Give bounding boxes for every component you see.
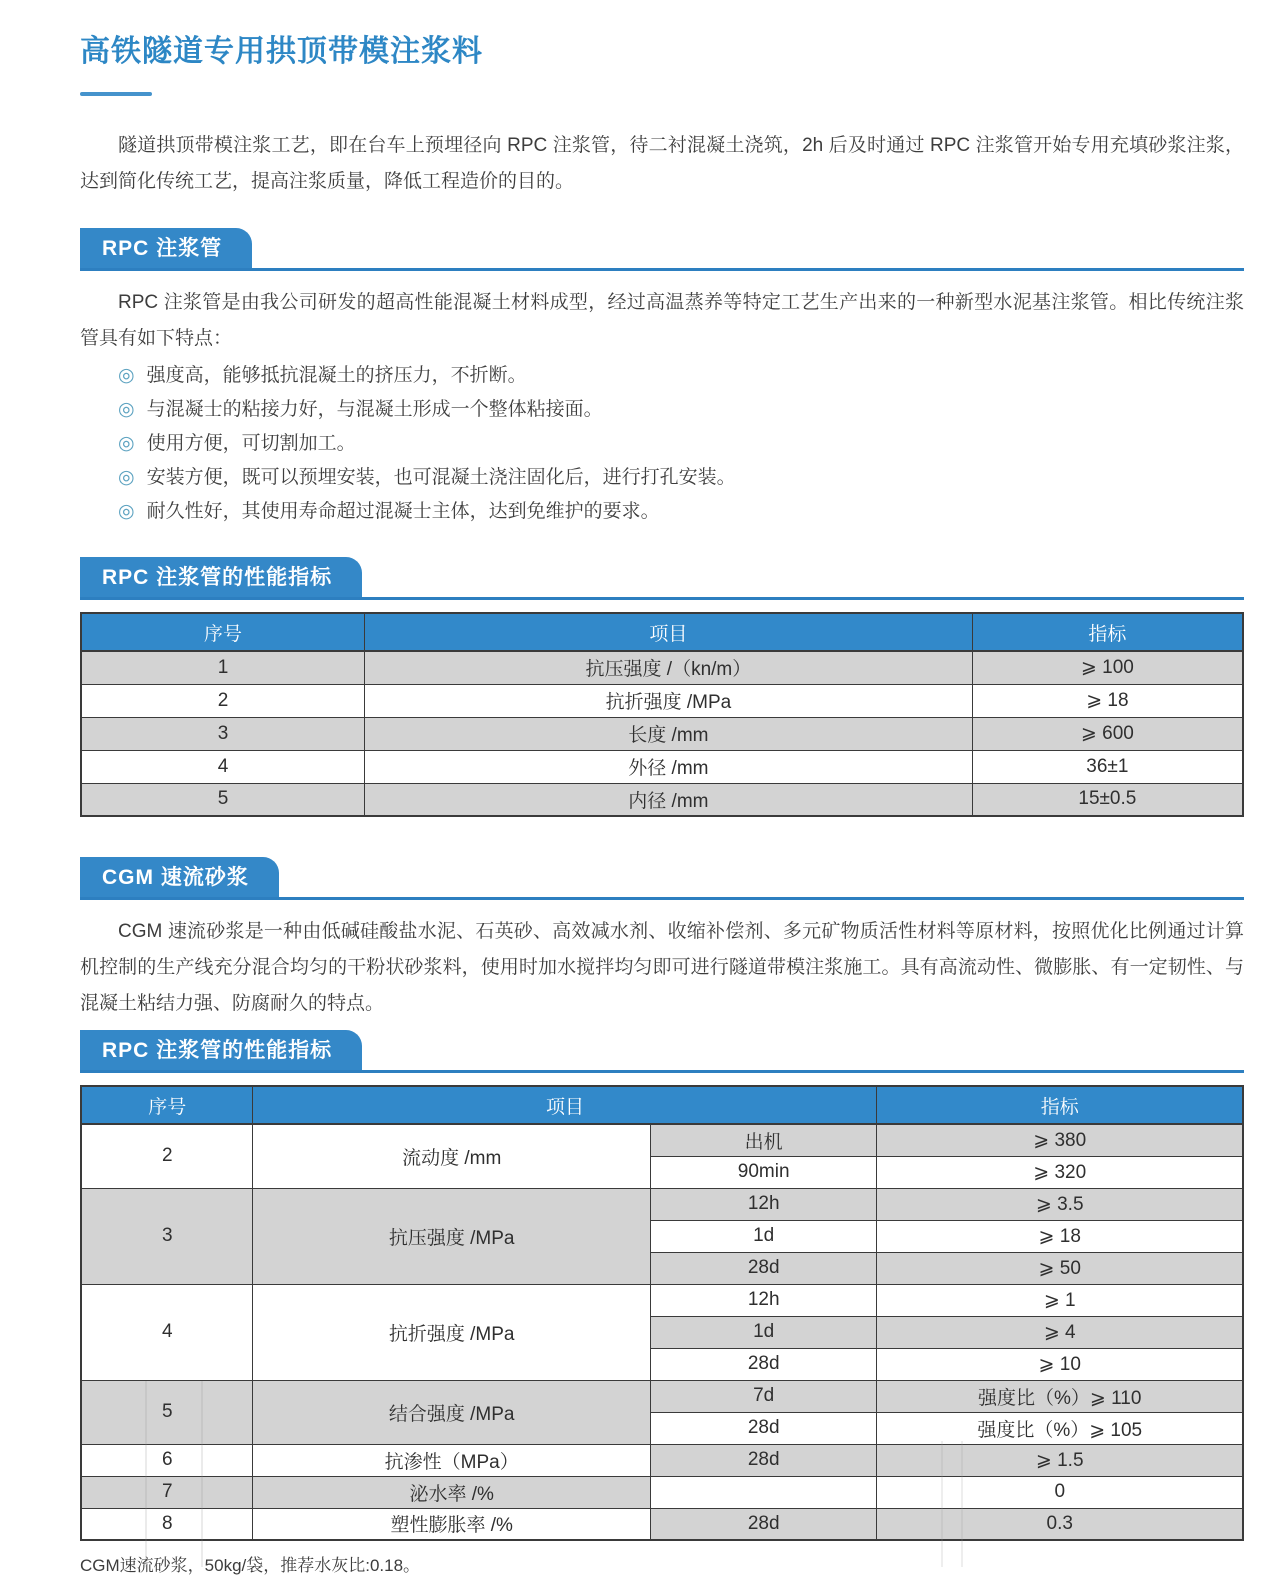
rpc-pipe-paragraph: RPC 注浆管是由我公司研发的超高性能混凝土材料成型，经过高温蒸养等特定工艺生产出来的一种新型水泥基注浆管。相比传统注浆管具有如下特点： xyxy=(80,292,1244,349)
table-row xyxy=(81,1476,1243,1508)
column-header-no: 序号 xyxy=(81,613,365,651)
table-row xyxy=(81,1508,1243,1540)
table-row xyxy=(81,1444,1243,1476)
title-underline xyxy=(80,92,152,96)
rpc-pipe-performance-table xyxy=(80,612,1244,817)
table-row xyxy=(81,1124,1243,1156)
cell-value: 36±1 xyxy=(972,750,1243,783)
section-badge: RPC 注浆管的性能指标 xyxy=(80,557,362,597)
list-item xyxy=(80,461,1244,495)
cell-item: 抗压强度 /（kn/m） xyxy=(365,651,973,684)
cell-value: 强度比（%）⩾ 105 xyxy=(877,1412,1243,1444)
table-row xyxy=(81,717,1243,750)
cell-value: 0.3 xyxy=(877,1508,1243,1540)
list-item xyxy=(80,495,1244,529)
feature-list xyxy=(80,359,1244,529)
cell-no: 2 xyxy=(81,1124,253,1188)
cell-no: 3 xyxy=(81,1188,253,1284)
cell-value: ⩾ 1 xyxy=(877,1284,1243,1316)
cell-item: 抗折强度 /MPa xyxy=(253,1284,650,1380)
list-item-text: 耐久性好，其使用寿命超过混凝士主体，达到免维护的要求。 xyxy=(146,501,660,522)
cell-item: 抗压强度 /MPa xyxy=(253,1188,650,1284)
intro-paragraph: 隧道拱顶带模注浆工艺，即在台车上预埋径向 RPC 注浆管，待二衬混凝土浇筑，2h 后及时通过 RPC 注浆管开始专用充填砂浆注浆，达到简化传统工艺，提高注浆质量，降低工程造价的目的。 xyxy=(80,135,1244,192)
cell-time: 28d xyxy=(650,1444,877,1476)
list-item-text: 安装方便，既可以预埋安装，也可混凝土浇注固化后，进行打孔安装。 xyxy=(146,467,736,488)
cell-value: ⩾ 320 xyxy=(877,1156,1243,1188)
table-row xyxy=(81,783,1243,816)
table-header-row xyxy=(81,1086,1243,1124)
cell-item: 抗渗性（MPa） xyxy=(253,1444,650,1476)
cell-time: 28d xyxy=(650,1508,877,1540)
cell-time: 出机 xyxy=(650,1124,877,1156)
cell-value: ⩾ 18 xyxy=(877,1220,1243,1252)
double-circle-bullet-icon: ◎ xyxy=(118,433,135,454)
cell-value: ⩾ 600 xyxy=(972,717,1243,750)
cell-item: 内径 /mm xyxy=(365,783,973,816)
list-item xyxy=(80,393,1244,427)
cell-item: 外径 /mm xyxy=(365,750,973,783)
cell-no: 3 xyxy=(81,717,365,750)
document-page xyxy=(0,26,1280,1576)
section-badge: RPC 注浆管的性能指标 xyxy=(80,1030,362,1070)
cell-no: 6 xyxy=(81,1444,253,1476)
cell-time: 1d xyxy=(650,1220,877,1252)
table-row xyxy=(81,1284,1243,1316)
cell-item: 结合强度 /MPa xyxy=(253,1380,650,1444)
cell-item: 长度 /mm xyxy=(365,717,973,750)
cell-no: 7 xyxy=(81,1476,253,1508)
list-item xyxy=(80,427,1244,461)
double-circle-bullet-icon: ◎ xyxy=(118,399,135,420)
list-item-text: 与混凝士的粘接力好，与混凝土形成一个整体粘接面。 xyxy=(146,399,603,420)
cell-no: 4 xyxy=(81,750,365,783)
section-header-cgm-mortar xyxy=(80,857,1244,900)
table-row xyxy=(81,750,1243,783)
cell-value: ⩾ 380 xyxy=(877,1124,1243,1156)
double-circle-bullet-icon: ◎ xyxy=(118,467,135,488)
cell-time: 28d xyxy=(650,1348,877,1380)
cell-value: ⩾ 4 xyxy=(877,1316,1243,1348)
cell-time xyxy=(650,1476,877,1508)
cell-value: ⩾ 1.5 xyxy=(877,1444,1243,1476)
column-header-item: 项目 xyxy=(253,1086,877,1124)
cell-value: 15±0.5 xyxy=(972,783,1243,816)
cell-value: ⩾ 18 xyxy=(972,684,1243,717)
cell-time: 12h xyxy=(650,1188,877,1220)
column-header-index: 指标 xyxy=(877,1086,1243,1124)
cell-item: 抗折强度 /MPa xyxy=(365,684,973,717)
list-item xyxy=(80,359,1244,393)
table-row xyxy=(81,684,1243,717)
package-footnote: CGM速流砂浆，50kg/袋，推荐水灰比:0.18。 xyxy=(80,1556,421,1575)
table-row xyxy=(81,651,1243,684)
cell-value: ⩾ 100 xyxy=(972,651,1243,684)
cell-value: 0 xyxy=(877,1476,1243,1508)
cell-item: 流动度 /mm xyxy=(253,1124,650,1188)
cell-time: 90min xyxy=(650,1156,877,1188)
cell-time: 12h xyxy=(650,1284,877,1316)
cell-no: 1 xyxy=(81,651,365,684)
column-header-index: 指标 xyxy=(972,613,1243,651)
table-row xyxy=(81,1380,1243,1412)
cell-value: 强度比（%）⩾ 110 xyxy=(877,1380,1243,1412)
cell-value: ⩾ 3.5 xyxy=(877,1188,1243,1220)
section-header-rpc-performance xyxy=(80,557,1244,600)
cgm-mortar-paragraph: CGM 速流砂浆是一种由低碱硅酸盐水泥、石英砂、高效减水剂、收缩补偿剂、多元矿物质活性材料等原材料，按照优化比例通过计算机控制的生产线充分混合均匀的干粉状砂浆料，使用时加水搅拌均匀即可进行隧道带模注浆施工。具有高流动性、微膨胀、有一定韧性、与混凝土粘结力强、防腐耐久的特点。 xyxy=(80,921,1244,1014)
cell-no: 5 xyxy=(81,1380,253,1444)
section-header-rpc-pipe xyxy=(80,228,1244,271)
cell-no: 2 xyxy=(81,684,365,717)
cell-time: 28d xyxy=(650,1412,877,1444)
section-badge: CGM 速流砂浆 xyxy=(80,857,279,897)
section-badge: RPC 注浆管 xyxy=(80,228,252,268)
cell-item: 泌水率 /% xyxy=(253,1476,650,1508)
cell-value: ⩾ 50 xyxy=(877,1252,1243,1284)
cell-value: ⩾ 10 xyxy=(877,1348,1243,1380)
column-header-no: 序号 xyxy=(81,1086,253,1124)
cell-no: 8 xyxy=(81,1508,253,1540)
double-circle-bullet-icon: ◎ xyxy=(118,501,135,522)
cell-time: 7d xyxy=(650,1380,877,1412)
section-header-cgm-performance xyxy=(80,1030,1244,1073)
list-item-text: 使用方便，可切割加工。 xyxy=(146,433,356,454)
cell-item: 塑性膨胀率 /% xyxy=(253,1508,650,1540)
double-circle-bullet-icon: ◎ xyxy=(118,365,135,386)
cell-no: 5 xyxy=(81,783,365,816)
cell-time: 28d xyxy=(650,1252,877,1284)
column-header-item: 项目 xyxy=(365,613,973,651)
cell-no: 4 xyxy=(81,1284,253,1380)
table-header-row xyxy=(81,613,1243,651)
page-title: 高铁隧道专用拱顶带模注浆料 xyxy=(80,35,483,68)
list-item-text: 强度高，能够抵抗混凝土的挤压力，不折断。 xyxy=(146,365,527,386)
cell-time: 1d xyxy=(650,1316,877,1348)
cgm-mortar-performance-table xyxy=(80,1085,1244,1541)
table-row xyxy=(81,1188,1243,1220)
